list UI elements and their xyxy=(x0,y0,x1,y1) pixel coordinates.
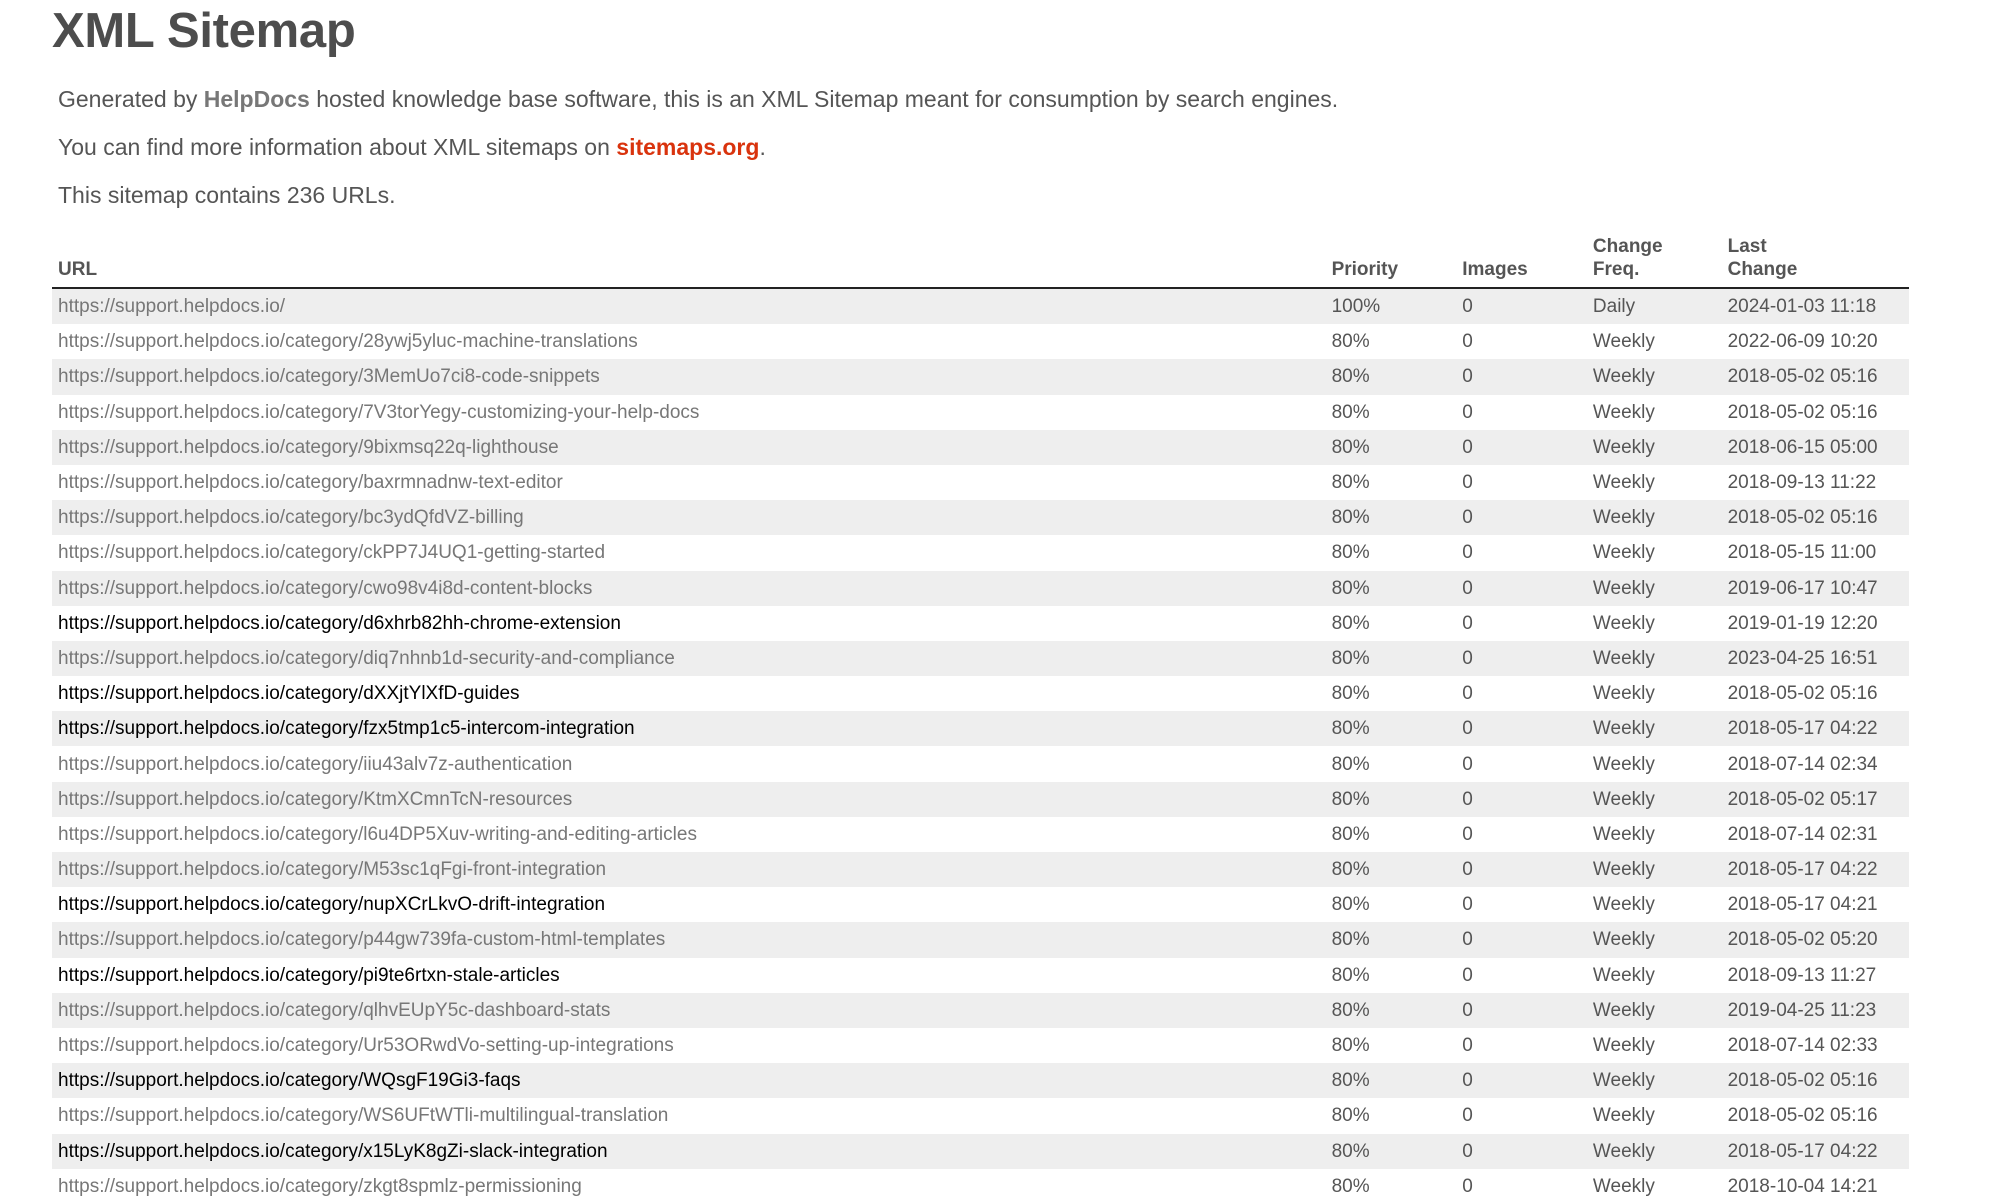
table-row xyxy=(52,1134,1909,1169)
cell-priority: 80% xyxy=(1326,782,1457,817)
cell-last-change: 2018-09-13 11:22 xyxy=(1727,472,1877,494)
url-link[interactable]: https://support.helpdocs.io/category/l6u4DP5Xuv-writing-and-editing-articles xyxy=(58,823,697,845)
url-link[interactable]: https://support.helpdocs.io/category/bc3ydQfdVZ-billing xyxy=(58,507,524,529)
helpdocs-link[interactable]: HelpDocs xyxy=(203,86,310,112)
cell-images: 0 xyxy=(1462,401,1473,423)
sitemap-table xyxy=(52,231,1909,1204)
table-row xyxy=(52,359,1909,394)
cell-url xyxy=(52,500,1326,535)
cell-priority: 80% xyxy=(1331,472,1370,494)
header-change-freq xyxy=(1587,231,1722,288)
cell-images: 0 xyxy=(1462,683,1473,705)
cell-url xyxy=(52,852,1326,887)
cell-priority: 80% xyxy=(1331,612,1370,634)
intro-line-info xyxy=(58,131,1948,163)
cell-images: 0 xyxy=(1456,1063,1587,1098)
url-link[interactable]: https://support.helpdocs.io/category/pi9te6rtxn-stale-articles xyxy=(58,964,560,986)
cell-change-freq: Weekly xyxy=(1587,711,1722,746)
cell-last-change: 2018-07-14 02:31 xyxy=(1727,823,1878,845)
cell-change-freq: Weekly xyxy=(1587,1134,1722,1169)
table-row xyxy=(52,430,1909,465)
cell-change-freq: Weekly xyxy=(1587,641,1722,676)
table-row xyxy=(52,465,1909,500)
cell-last-change: 2019-04-25 11:23 xyxy=(1722,993,1909,1028)
cell-priority: 80% xyxy=(1331,683,1370,705)
header-last-change xyxy=(1722,231,1909,288)
intro-info-suffix: . xyxy=(759,134,766,160)
url-link[interactable]: https://support.helpdocs.io/category/M53sc1qFgi-front-integration xyxy=(58,859,607,881)
table-row xyxy=(52,711,1909,746)
url-count-text: This sitemap contains 236 URLs. xyxy=(58,182,396,208)
cell-last-change: 2018-05-02 05:16 xyxy=(1722,500,1909,535)
table-row xyxy=(52,571,1909,606)
cell-url xyxy=(52,993,1326,1028)
cell-change-freq: Weekly xyxy=(1587,782,1722,817)
url-link[interactable]: https://support.helpdocs.io/category/nupXCrLkvO-drift-integration xyxy=(58,894,606,916)
url-link[interactable]: https://support.helpdocs.io/category/d6xhrb82hh-chrome-extension xyxy=(58,612,621,634)
cell-images: 0 xyxy=(1462,1035,1473,1057)
table-row xyxy=(52,641,1909,676)
cell-images: 0 xyxy=(1462,753,1473,775)
cell-change-freq: Daily xyxy=(1587,288,1722,324)
cell-last-change: 2023-04-25 16:51 xyxy=(1722,641,1909,676)
table-row xyxy=(52,606,1909,641)
cell-images: 0 xyxy=(1456,1134,1587,1169)
cell-last-change: 2019-06-17 10:47 xyxy=(1722,571,1909,606)
url-link[interactable]: https://support.helpdocs.io/category/dXXjtYlXfD-guides xyxy=(58,683,520,705)
cell-images: 0 xyxy=(1462,542,1473,564)
table-row xyxy=(52,922,1909,957)
url-link[interactable]: https://support.helpdocs.io/category/9bixmsq22q-lighthouse xyxy=(58,436,559,458)
cell-images: 0 xyxy=(1456,500,1587,535)
cell-url xyxy=(52,817,1326,852)
cell-priority: 80% xyxy=(1331,401,1370,423)
cell-priority: 80% xyxy=(1331,823,1370,845)
cell-change-freq: Weekly xyxy=(1592,612,1655,634)
url-link[interactable]: https://support.helpdocs.io/category/WQsgF19Gi3-faqs xyxy=(58,1070,521,1092)
header-priority: Priority xyxy=(1326,231,1457,288)
cell-url xyxy=(52,324,1326,359)
cell-images: 0 xyxy=(1456,852,1587,887)
cell-last-change: 2018-05-02 05:16 xyxy=(1722,1063,1909,1098)
cell-url xyxy=(52,571,1326,606)
cell-change-freq: Weekly xyxy=(1587,500,1722,535)
cell-change-freq: Weekly xyxy=(1592,753,1655,775)
cell-change-freq: Weekly xyxy=(1592,472,1655,494)
url-link[interactable]: https://support.helpdocs.io/category/diq7nhnb1d-security-and-compliance xyxy=(58,647,675,669)
table-row xyxy=(52,500,1909,535)
cell-url xyxy=(52,535,1326,570)
url-link[interactable]: https://support.helpdocs.io/category/WS6UFtWTli-multilingual-translation xyxy=(58,1105,669,1127)
table-row xyxy=(52,1169,1909,1204)
cell-images: 0 xyxy=(1456,993,1587,1028)
cell-change-freq: Weekly xyxy=(1587,1063,1722,1098)
header-images: Images xyxy=(1456,231,1587,288)
url-link[interactable]: https://support.helpdocs.io/ xyxy=(58,296,286,318)
cell-url xyxy=(52,958,1326,993)
table-row xyxy=(52,993,1909,1028)
cell-change-freq: Weekly xyxy=(1592,683,1655,705)
cell-url xyxy=(52,641,1326,676)
cell-last-change: 2018-05-02 05:16 xyxy=(1727,683,1878,705)
table-row xyxy=(52,887,1909,922)
header-last-change-line1: Last xyxy=(1727,236,1767,257)
cell-url xyxy=(52,395,1326,430)
cell-last-change: 2018-05-17 04:22 xyxy=(1722,711,1909,746)
cell-images: 0 xyxy=(1456,359,1587,394)
cell-last-change: 2018-05-02 05:16 xyxy=(1727,401,1878,423)
cell-images: 0 xyxy=(1462,1175,1473,1197)
cell-url xyxy=(52,922,1326,957)
intro-generated-suffix: hosted knowledge base software, this is an XML Sitemap meant for consumption by search engines. xyxy=(309,86,1339,112)
cell-url xyxy=(52,711,1326,746)
header-change-freq-line2: Freq. xyxy=(1592,259,1640,280)
cell-priority: 80% xyxy=(1326,571,1457,606)
cell-priority: 80% xyxy=(1331,1105,1370,1127)
cell-images: 0 xyxy=(1462,894,1473,916)
url-link[interactable]: https://support.helpdocs.io/category/qlhvEUpY5c-dashboard-stats xyxy=(58,999,611,1021)
cell-images: 0 xyxy=(1456,430,1587,465)
table-row xyxy=(52,958,1909,993)
cell-url xyxy=(52,1063,1326,1098)
cell-priority: 80% xyxy=(1331,1035,1370,1057)
cell-change-freq: Weekly xyxy=(1587,430,1722,465)
cell-priority: 80% xyxy=(1326,852,1457,887)
url-link[interactable]: https://support.helpdocs.io/category/baxrmnadnw-text-editor xyxy=(58,472,563,494)
url-link[interactable]: https://support.helpdocs.io/category/ckPP7J4UQ1-getting-started xyxy=(58,542,606,564)
cell-last-change: 2018-05-17 04:22 xyxy=(1722,1134,1909,1169)
cell-change-freq: Weekly xyxy=(1587,993,1722,1028)
cell-change-freq: Weekly xyxy=(1592,331,1655,353)
cell-url xyxy=(52,782,1326,817)
cell-priority: 100% xyxy=(1326,288,1457,324)
url-link[interactable]: https://support.helpdocs.io/category/fzx5tmp1c5-intercom-integration xyxy=(58,718,635,740)
page-title: XML Sitemap xyxy=(52,4,356,58)
cell-last-change: 2022-06-09 10:20 xyxy=(1727,331,1878,353)
cell-change-freq: Weekly xyxy=(1592,401,1655,423)
table-row xyxy=(52,1063,1909,1098)
cell-url xyxy=(52,676,1326,711)
table-row xyxy=(52,746,1909,781)
cell-change-freq: Weekly xyxy=(1592,542,1655,564)
cell-last-change: 2018-09-13 11:27 xyxy=(1727,964,1877,986)
url-link[interactable]: https://support.helpdocs.io/category/Ur53ORwdVo-setting-up-integrations xyxy=(58,1035,674,1057)
cell-priority: 80% xyxy=(1326,993,1457,1028)
cell-priority: 80% xyxy=(1326,359,1457,394)
table-row xyxy=(52,288,1909,324)
cell-last-change: 2024-01-03 11:18 xyxy=(1722,288,1909,324)
table-row xyxy=(52,535,1909,570)
url-link[interactable]: https://support.helpdocs.io/category/KtmXCmnTcN-resources xyxy=(58,788,573,810)
table-row xyxy=(52,676,1909,711)
cell-priority: 80% xyxy=(1326,430,1457,465)
cell-images: 0 xyxy=(1456,571,1587,606)
table-row xyxy=(52,817,1909,852)
cell-change-freq: Weekly xyxy=(1592,823,1655,845)
cell-change-freq: Weekly xyxy=(1587,359,1722,394)
cell-last-change: 2018-05-15 11:00 xyxy=(1727,542,1877,564)
cell-priority: 80% xyxy=(1331,753,1370,775)
cell-images: 0 xyxy=(1456,641,1587,676)
cell-images: 0 xyxy=(1462,612,1473,634)
cell-images: 0 xyxy=(1462,331,1473,353)
cell-priority: 80% xyxy=(1331,331,1370,353)
table-row xyxy=(52,852,1909,887)
cell-images: 0 xyxy=(1456,922,1587,957)
cell-priority: 80% xyxy=(1331,894,1370,916)
cell-last-change: 2018-06-15 05:00 xyxy=(1722,430,1909,465)
cell-images: 0 xyxy=(1456,288,1587,324)
header-row xyxy=(52,231,1909,288)
url-link[interactable]: https://support.helpdocs.io/category/7V3torYegy-customizing-your-help-docs xyxy=(58,401,700,423)
cell-images: 0 xyxy=(1462,1105,1473,1127)
cell-priority: 80% xyxy=(1326,922,1457,957)
table-row xyxy=(52,1098,1909,1133)
cell-images: 0 xyxy=(1456,711,1587,746)
cell-url xyxy=(52,1169,1326,1204)
header-url: URL xyxy=(52,231,1326,288)
cell-url xyxy=(52,606,1326,641)
cell-url xyxy=(52,359,1326,394)
cell-last-change: 2018-05-02 05:20 xyxy=(1722,922,1909,957)
url-link[interactable]: https://support.helpdocs.io/category/x15LyK8gZi-slack-integration xyxy=(58,1140,608,1162)
url-link[interactable]: https://support.helpdocs.io/category/28ywj5yluc-machine-translations xyxy=(58,331,638,353)
cell-last-change: 2018-05-02 05:17 xyxy=(1722,782,1909,817)
cell-url xyxy=(52,1028,1326,1063)
cell-priority: 80% xyxy=(1331,542,1370,564)
cell-last-change: 2018-05-02 05:16 xyxy=(1722,359,1909,394)
cell-last-change: 2018-07-14 02:33 xyxy=(1727,1035,1878,1057)
url-link[interactable]: https://support.helpdocs.io/category/iiu43alv7z-authentication xyxy=(58,753,573,775)
cell-url xyxy=(52,887,1326,922)
intro-generated-prefix: Generated by xyxy=(58,86,204,112)
cell-images: 0 xyxy=(1462,472,1473,494)
cell-priority: 80% xyxy=(1326,1134,1457,1169)
cell-change-freq: Weekly xyxy=(1587,852,1722,887)
cell-images: 0 xyxy=(1456,782,1587,817)
cell-url xyxy=(52,288,1326,324)
cell-last-change: 2018-05-02 05:16 xyxy=(1727,1105,1878,1127)
cell-url xyxy=(52,1098,1326,1133)
cell-images: 0 xyxy=(1462,823,1473,845)
cell-change-freq: Weekly xyxy=(1587,571,1722,606)
table-row xyxy=(52,395,1909,430)
cell-priority: 80% xyxy=(1326,1063,1457,1098)
url-link[interactable]: https://support.helpdocs.io/category/p44gw739fa-custom-html-templates xyxy=(58,929,666,951)
cell-priority: 80% xyxy=(1331,1175,1370,1197)
url-link[interactable]: https://support.helpdocs.io/category/zkgt8spmlz-permissioning xyxy=(58,1175,582,1197)
cell-change-freq: Weekly xyxy=(1592,964,1655,986)
cell-priority: 80% xyxy=(1326,641,1457,676)
header-change-freq-line1: Change xyxy=(1592,236,1663,257)
table-row xyxy=(52,324,1909,359)
cell-url xyxy=(52,746,1326,781)
cell-priority: 80% xyxy=(1326,500,1457,535)
table-header xyxy=(52,231,1909,288)
cell-priority: 80% xyxy=(1326,711,1457,746)
cell-change-freq: Weekly xyxy=(1587,922,1722,957)
table-row xyxy=(52,782,1909,817)
intro-info-prefix: You can find more information about XML sitemaps on xyxy=(58,134,617,160)
url-link[interactable]: https://support.helpdocs.io/category/cwo98v4i8d-content-blocks xyxy=(58,577,593,599)
intro-line-generated xyxy=(58,83,1948,115)
cell-images: 0 xyxy=(1462,964,1473,986)
table-row xyxy=(52,1028,1909,1063)
cell-url xyxy=(52,430,1326,465)
intro xyxy=(58,83,1948,211)
cell-last-change: 2018-07-14 02:34 xyxy=(1727,753,1878,775)
cell-last-change: 2019-01-19 12:20 xyxy=(1727,612,1878,634)
cell-last-change: 2018-10-04 14:21 xyxy=(1727,1175,1878,1197)
cell-url xyxy=(52,465,1326,500)
cell-last-change: 2018-05-17 04:22 xyxy=(1722,852,1909,887)
cell-change-freq: Weekly xyxy=(1592,1035,1655,1057)
sitemaps-org-link[interactable]: sitemaps.org xyxy=(616,134,760,160)
cell-url xyxy=(52,1134,1326,1169)
table-body xyxy=(52,288,1909,1204)
cell-priority: 80% xyxy=(1331,964,1370,986)
url-link[interactable]: https://support.helpdocs.io/category/3MemUo7ci8-code-snippets xyxy=(58,366,600,388)
cell-change-freq: Weekly xyxy=(1592,1105,1655,1127)
cell-change-freq: Weekly xyxy=(1592,894,1655,916)
header-last-change-line2: Change xyxy=(1727,259,1798,280)
cell-change-freq: Weekly xyxy=(1592,1175,1655,1197)
cell-last-change: 2018-05-17 04:21 xyxy=(1727,894,1878,916)
